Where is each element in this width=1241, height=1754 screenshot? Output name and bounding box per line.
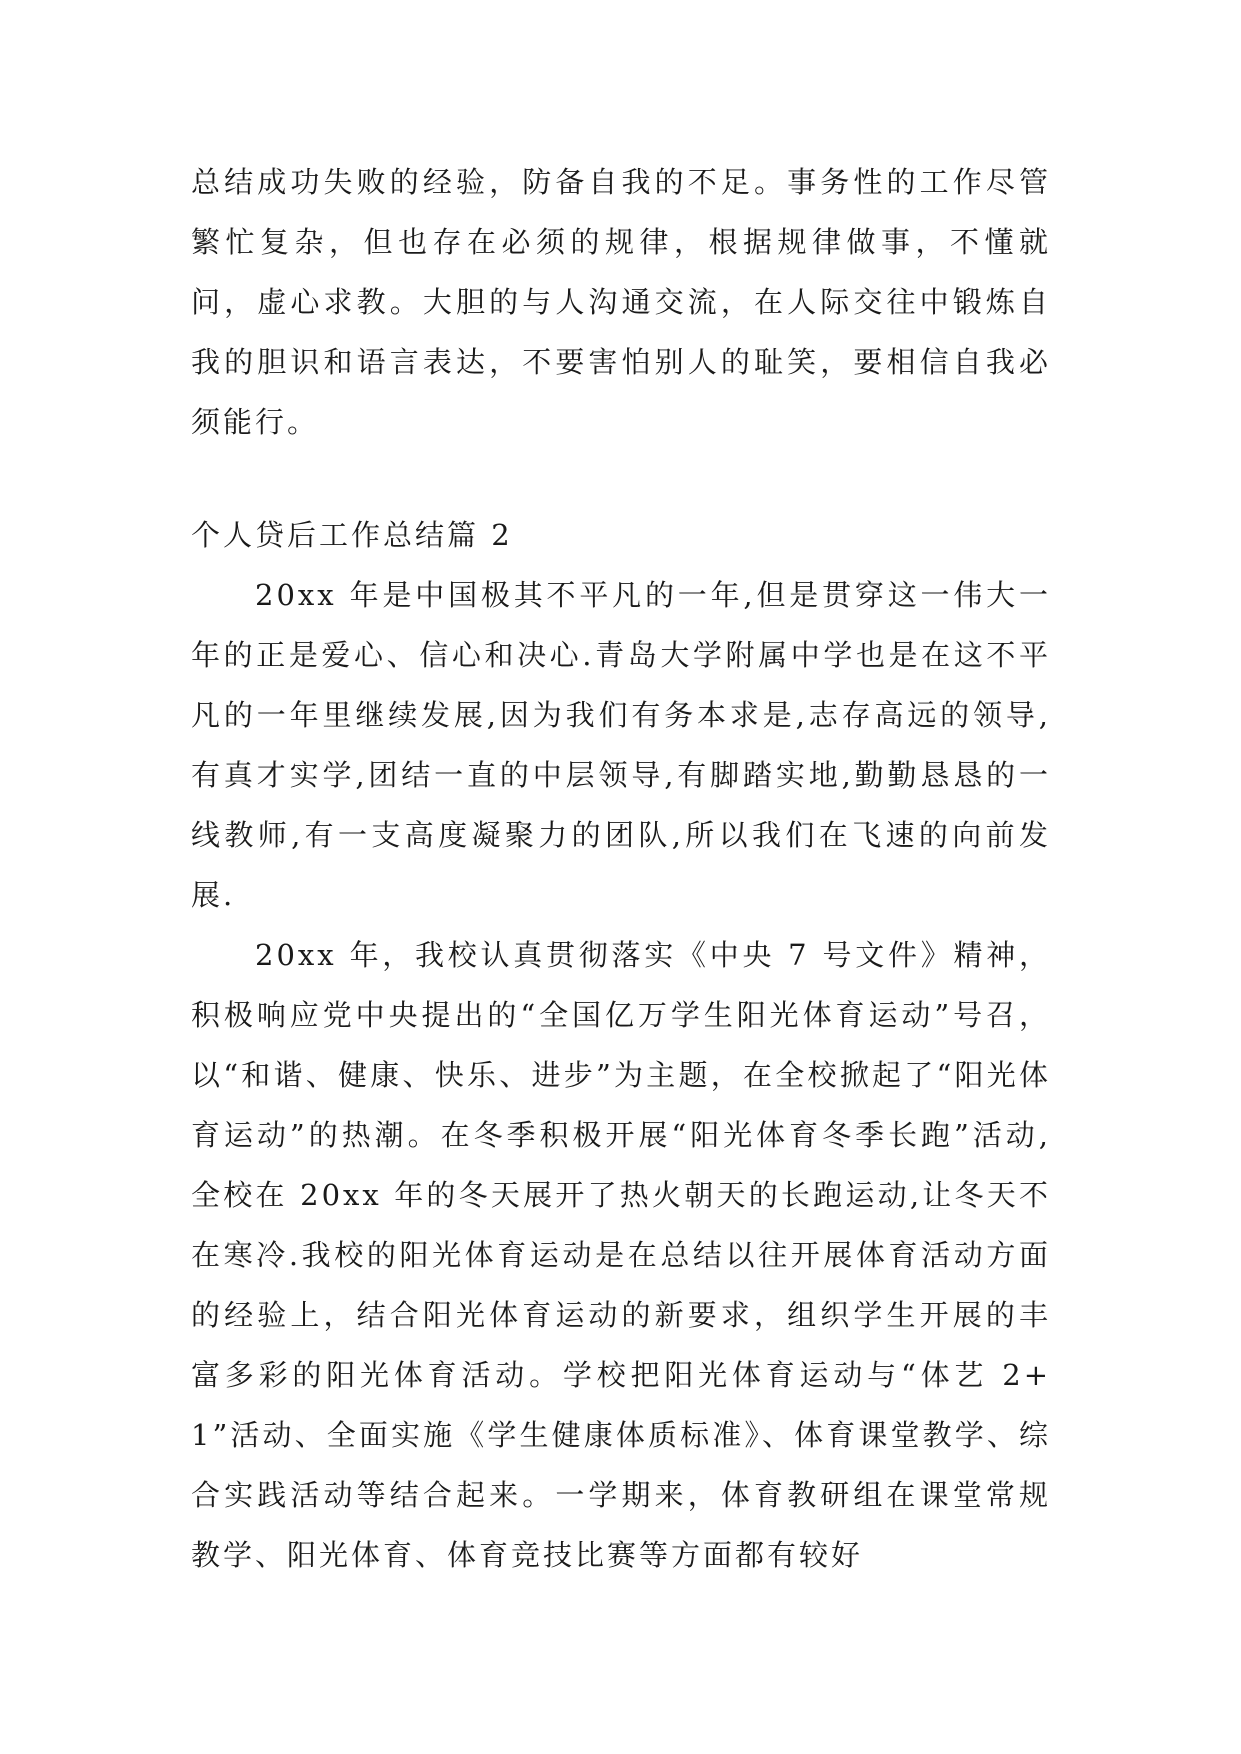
paragraph-3: 20xx 年，我校认真贯彻落实《中央 7 号文件》精神，积极响应党中央提出的“全国亿万学生阳光体育运动”号召，以“和谐、健康、快乐、进步”为主题，在全校掀起了“阳光体育运动”的热潮。在冬季积极开展“阳光体育冬季长跑”活动,全校在 20xx 年的冬天展开了热火朝天的长跑运动,让冬天不在寒冷.我校的阳光体育运动是在总结以往开展体育活动方面的经验上，结合阳光体育运动的新要求，组织学生开展的丰富多彩的阳光体育活动。学校把阳光体育运动与“体艺 2+1”活动、全面实施《学生健康体质标准》、体育课堂教学、综合实践活动等结合起来。一学期来，体育教研组在课堂常规教学、阳光体育、体育竞技比赛等方面都有较好 — [191, 938, 1051, 1572]
section-heading: 个人贷后工作总结篇 2 — [191, 518, 513, 552]
paragraph-2: 20xx 年是中国极其不平凡的一年,但是贯穿这一伟大一年的正是爱心、信心和决心.青岛大学附属中学也是在这不平凡的一年里继续发展,因为我们有务本求是,志存高远的领导,有真才实学,团结一直的中层领导,有脚踏实地,勤勤恳恳的一线教师,有一支高度凝聚力的团队,所以我们在飞速的向前发展. — [191, 578, 1051, 912]
paragraph-continued: 总结成功失败的经验，防备自我的不足。事务性的工作尽管繁忙复杂，但也存在必须的规律，根据规律做事，不懂就问，虚心求教。大胆的与人沟通交流，在人际交往中锻炼自我的胆识和语言表达，不要害怕别人的耻笑，要相信自我必须能行。 — [191, 165, 1051, 439]
